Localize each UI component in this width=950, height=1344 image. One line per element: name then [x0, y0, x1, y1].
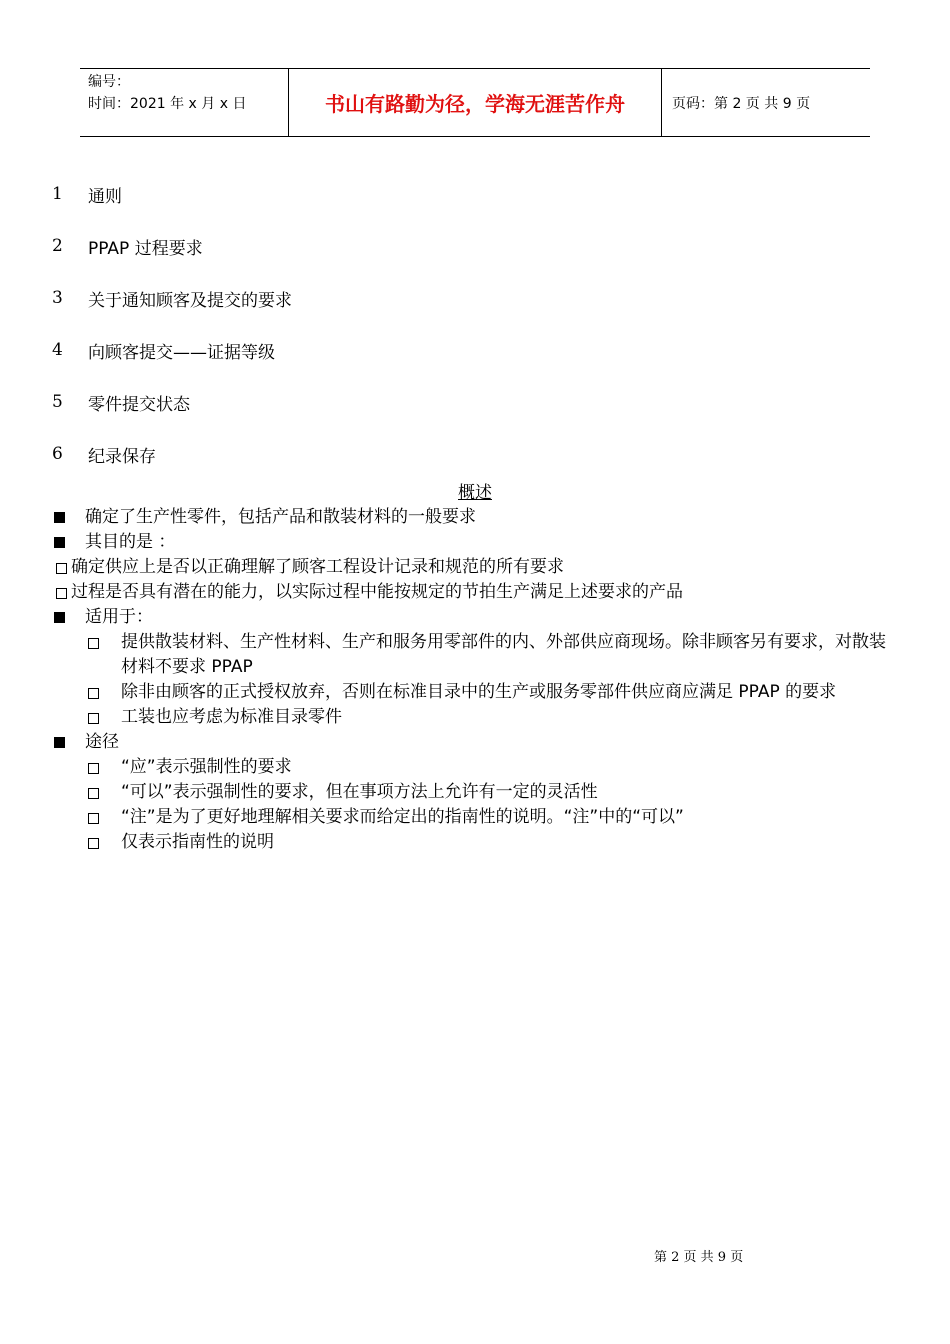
bullet-item — [52, 530, 902, 555]
sub-bullet-text: 确定供应上是否以正确理解了顾客工程设计记录和规范的所有要求 — [71, 557, 564, 577]
toc-item — [52, 428, 652, 480]
hollow-square-bullet-icon — [56, 588, 67, 599]
toc-item — [52, 272, 652, 324]
page-header — [80, 68, 870, 137]
toc-item — [52, 324, 652, 376]
hollow-square-bullet-icon — [88, 788, 99, 799]
sub-bullet-text: 提供散装材料、生产性材料、生产和服务用零部件的内、外部供应商现场。除非顾客另有要求，对散装材料不要求 PPAP — [121, 632, 886, 677]
toc-label: 向顾客提交——证据等级 — [88, 342, 275, 363]
toc-label: 通则 — [88, 186, 122, 207]
date-label: 时间：2021 年 x 月 x 日 — [88, 96, 247, 112]
bullet-item — [52, 605, 902, 630]
header-meta — [80, 69, 289, 136]
filled-square-bullet-icon — [54, 537, 65, 548]
toc-label: PPAP 过程要求 — [88, 238, 203, 259]
toc-item — [52, 220, 652, 272]
bullet-item — [52, 730, 902, 755]
sub-bullet-item — [52, 630, 902, 680]
toc-item — [52, 168, 652, 220]
filled-square-bullet-icon — [54, 612, 65, 623]
header-page-number: 页码：第 2 页 共 9 页 — [672, 95, 811, 112]
sub-bullet-text: “注”是为了更好地理解相关要求而给定出的指南性的说明。“注”中的“可以” — [121, 807, 684, 827]
sub-bullet-text: 工装也应考虑为标准目录零件 — [121, 707, 342, 727]
sub-bullet-item — [52, 580, 902, 605]
bullet-text: 确定了生产性零件，包括产品和散装材料的一般要求 — [85, 507, 476, 527]
toc-number: 4 — [52, 340, 63, 360]
hollow-square-bullet-icon — [88, 763, 99, 774]
toc-label: 纪录保存 — [88, 446, 156, 467]
table-of-contents — [52, 168, 652, 480]
bullet-text: 适用于： — [85, 607, 153, 627]
hollow-square-bullet-icon — [88, 713, 99, 724]
sub-bullet-text: “可以”表示强制性的要求，但在事项方法上允许有一定的灵活性 — [121, 782, 598, 802]
bullet-text: 途径 — [85, 732, 119, 752]
doc-number-label: 编号： — [88, 74, 130, 90]
bullet-item — [52, 505, 902, 530]
sub-bullet-item — [52, 680, 902, 705]
toc-label: 零件提交状态 — [88, 394, 190, 415]
toc-item — [52, 376, 652, 428]
hollow-square-bullet-icon — [88, 688, 99, 699]
sub-bullet-text: “应”表示强制性的要求 — [121, 757, 292, 777]
overview-content — [52, 505, 902, 855]
sub-bullet-item — [52, 805, 902, 830]
sub-bullet-text: 除非由顾客的正式授权放弃，否则在标准目录中的生产或服务零部件供应商应满足 PPAP 的要求 — [121, 682, 837, 702]
toc-label: 关于通知顾客及提交的要求 — [88, 290, 292, 311]
section-title: 概述 — [458, 483, 492, 503]
toc-number: 1 — [52, 184, 63, 204]
sub-bullet-item — [52, 705, 902, 730]
page-footer: 第 2 页 共 9 页 — [654, 1250, 744, 1265]
hollow-square-bullet-icon — [88, 813, 99, 824]
hollow-square-bullet-icon — [56, 563, 67, 574]
bullet-text: 其目的是 ： — [85, 532, 176, 552]
toc-number: 3 — [52, 288, 63, 308]
sub-bullet-text: 仅表示指南性的说明 — [121, 832, 274, 852]
header-motto: 书山有路勤为径，学海无涯苦作舟 — [289, 69, 662, 136]
sub-bullet-item — [52, 755, 902, 780]
toc-number: 5 — [52, 392, 63, 412]
hollow-square-bullet-icon — [88, 638, 99, 649]
sub-bullet-item — [52, 780, 902, 805]
toc-number: 6 — [52, 444, 63, 464]
filled-square-bullet-icon — [54, 737, 65, 748]
filled-square-bullet-icon — [54, 512, 65, 523]
hollow-square-bullet-icon — [88, 838, 99, 849]
sub-bullet-item — [52, 830, 902, 855]
toc-number: 2 — [52, 236, 63, 256]
sub-bullet-item — [52, 555, 902, 580]
sub-bullet-text: 过程是否具有潜在的能力，以实际过程中能按规定的节拍生产满足上述要求的产品 — [71, 582, 683, 602]
